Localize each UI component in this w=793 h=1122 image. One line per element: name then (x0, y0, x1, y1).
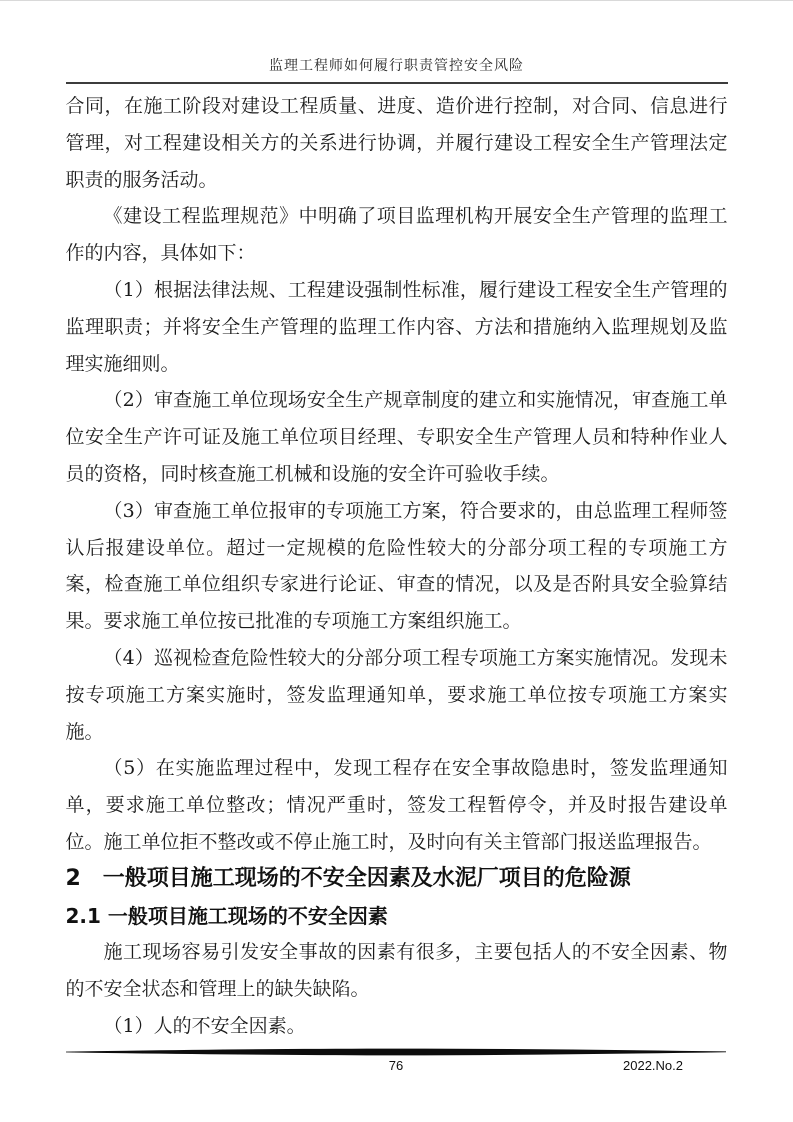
body-paragraph: （2）审查施工单位现场安全生产规章制度的建立和实施情况，审查施工单位安全生产许可证及施工单位项目经理、专职安全生产管理人员和特种作业人员的资格，同时核查施工机械和设施的安全许可验收手续。 (65, 389, 728, 485)
body-paragraph: 《建设工程监理规范》中明确了项目监理机构开展安全生产管理的监理工作的内容，具体如下： (65, 205, 728, 265)
body-paragraph: 施工现场容易引发安全事故的因素有很多，主要包括人的不安全因素、物的不安全状态和管理上的缺失缺陷。 (65, 941, 728, 1001)
document-body (66, 88, 728, 1045)
body-paragraph: （3）审查施工单位报审的专项施工方案，符合要求的，由总监理工程师签认后报建设单位。超过一定规模的危险性较大的分部分项工程的专项施工方案，检查施工单位组织专家进行论证、审查的情况，以及是否附具安全验算结果。要求施工单位按已批准的专项施工方案组织施工。 (65, 499, 728, 633)
page-number: 76 (388, 1058, 404, 1073)
footer-rule (65, 1048, 727, 1056)
body-paragraph: （1）人的不安全因素。 (103, 1014, 306, 1037)
page-footer (65, 1048, 727, 1074)
body-paragraph: （1）根据法律法规、工程建设强制性标准，履行建设工程安全生产管理的监理职责；并将安全生产管理的监理工作内容、方法和措施纳入监理规划及监理实施细则。 (65, 278, 728, 375)
body-paragraph: （5）在实施监理过程中，发现工程存在安全事故隐患时，签发监理通知单，要求施工单位整改；情况严重时，签发工程暂停令，并及时报告建设单位。施工单位拒不整改或不停止施工时，及时向有关主管部门报送监理报告。 (65, 757, 728, 853)
subsection-heading-2-1: 2.1 一般项目施工现场的不安全因素 (65, 903, 388, 928)
running-head-title: 监理工程师如何履行职责管控安全风险 (269, 58, 524, 74)
body-paragraph: （4）巡视检查危险性较大的分部分项工程专项施工方案实施情况。发现未按专项施工方案实施时，签发监理通知单，要求施工单位按专项施工方案实施。 (65, 646, 728, 743)
header-rule (66, 82, 728, 84)
section-heading-2: 2 一般项目施工现场的不安全因素及水泥厂项目的危险源 (65, 865, 631, 891)
body-paragraph: 合同，在施工阶段对建设工程质量、进度、造价进行控制，对合同、信息进行管理，对工程建设相关方的关系进行协调，并履行建设工程安全生产管理法定职责的服务活动。 (65, 95, 728, 191)
issue-label: 2022.No.2 (623, 1058, 683, 1073)
